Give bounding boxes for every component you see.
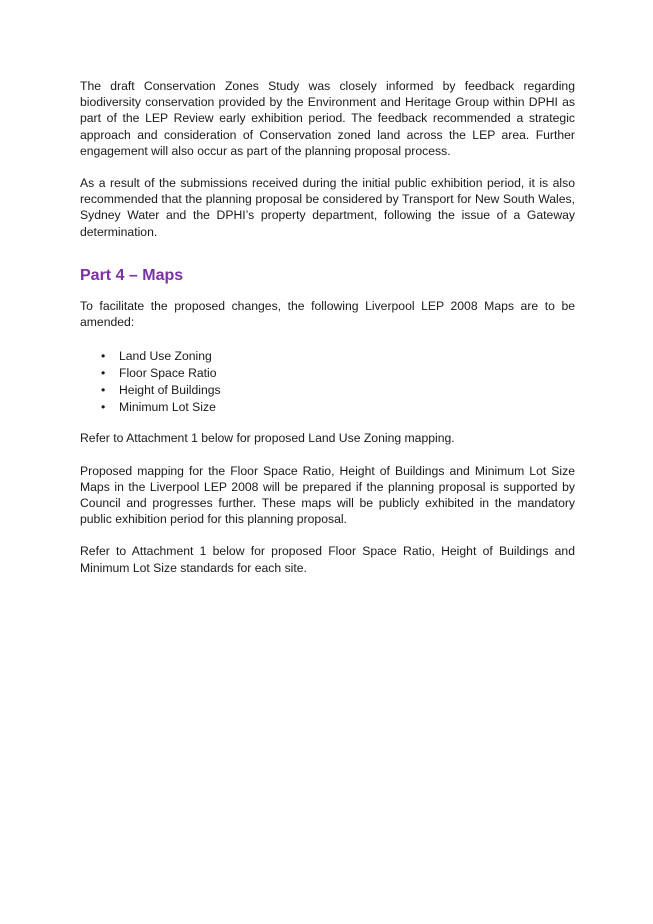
list-item (80, 399, 575, 416)
maps-intro-paragraph: To facilitate the proposed changes, the following Liverpool LEP 2008 Maps are to be amended: (80, 298, 575, 330)
list-item (80, 365, 575, 382)
list-item-label: Floor Space Ratio (119, 366, 217, 381)
bullet-icon: • (101, 399, 106, 414)
attachment-standards-paragraph: Refer to Attachment 1 below for proposed Floor Space Ratio, Height of Buildings and Minimum Lot Size standards for each site. (80, 544, 575, 575)
section-heading: Part 4 – Maps (80, 266, 184, 284)
submissions-paragraph: As a result of the submissions received during the initial public exhibition period, it is also recommended that the planning proposal be considered by Transport for New South Wales, Sydney Water and the DPHI’s property department, following the issue of a Gateway determination. (80, 176, 575, 239)
bullet-icon: • (101, 349, 106, 364)
bullet-icon: • (101, 366, 106, 381)
maps-list (80, 348, 575, 415)
bullet-icon: • (101, 382, 106, 397)
proposed-mapping-paragraph: Proposed mapping for the Floor Space Ratio, Height of Buildings and Minimum Lot Size Maps in the Liverpool LEP 2008 will be prepared if the planning proposal is supported by Council and progresses further. These maps will be publicly exhibited in the mandatory public exhibition period for this planning proposal. (80, 463, 575, 527)
list-item-label: Land Use Zoning (119, 349, 212, 364)
conservation-study-paragraph: The draft Conservation Zones Study was closely informed by feedback regarding biodiversity conservation provided by the Environment and Heritage Group within DPHI as part of the LEP Review early exhibition period. The feedback recommended a strategic approach and consideration of Conservation zoned land across the LEP area. Further engagement will also occur as part of the planning proposal process. (80, 79, 575, 158)
list-item (80, 382, 575, 399)
document-page (80, 78, 575, 576)
attachment-zoning-paragraph: Refer to Attachment 1 below for proposed Land Use Zoning mapping. (80, 431, 455, 446)
list-item-label: Height of Buildings (119, 382, 221, 397)
list-item (80, 348, 575, 365)
list-item-label: Minimum Lot Size (119, 399, 216, 414)
